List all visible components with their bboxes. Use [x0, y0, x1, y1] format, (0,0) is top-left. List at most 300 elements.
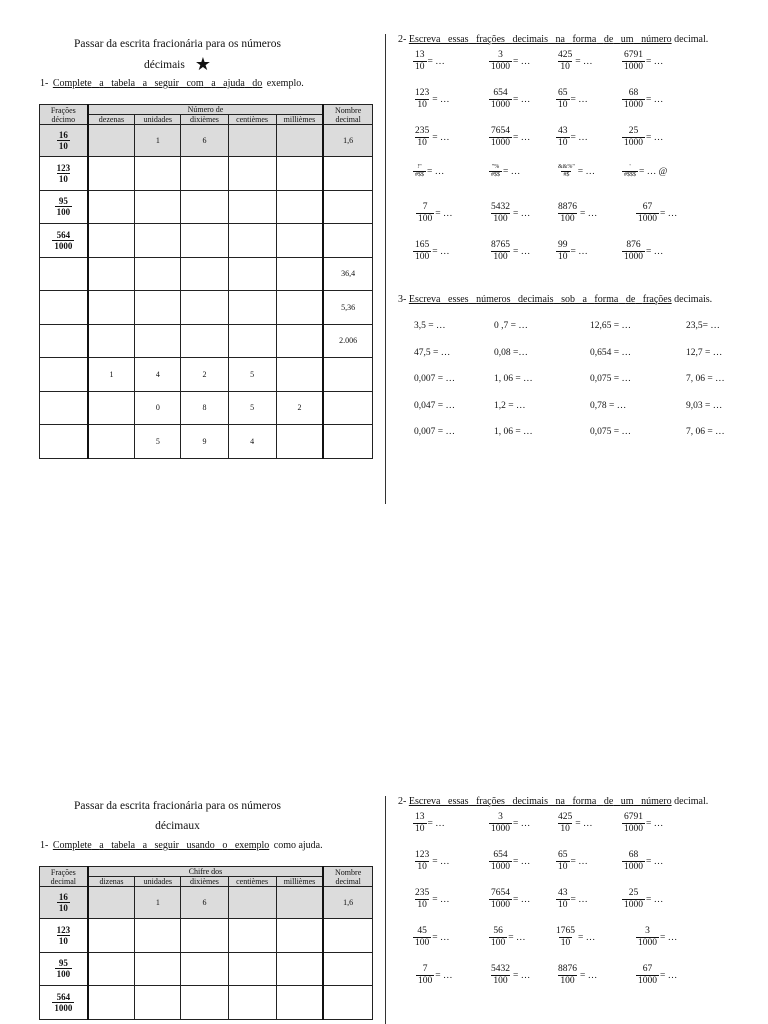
fraction-cell	[40, 425, 88, 459]
decimal-exercise: 47,5 = …	[414, 347, 451, 358]
fraction-exercise	[413, 50, 445, 73]
answer-blank: = …	[503, 166, 521, 177]
digit-cell	[276, 190, 323, 224]
numerator: 67	[642, 202, 653, 212]
denominator: 10	[58, 903, 68, 913]
header-group: Chifre dos	[88, 867, 324, 877]
decimal-exercise: 23,5= …	[686, 321, 720, 331]
fraction-exercise	[622, 126, 663, 149]
numerator: 8765	[491, 240, 510, 250]
fraction	[556, 202, 579, 225]
fraction	[622, 240, 645, 263]
digit-cell: 1	[135, 887, 181, 919]
digit-cell	[88, 919, 135, 953]
denominator: 1000	[624, 100, 643, 110]
instruction-3	[398, 294, 712, 305]
digit-cell	[181, 324, 228, 358]
fraction	[55, 163, 73, 184]
header-col: unidades	[135, 877, 181, 887]
denominator: 100	[418, 976, 433, 986]
answer-blank: = …	[570, 246, 588, 257]
answer-blank: = …	[432, 94, 450, 105]
instruction-1	[40, 78, 304, 89]
fraction-exercise	[556, 202, 597, 225]
fraction	[554, 926, 577, 949]
fraction	[622, 88, 645, 111]
denominator: 10	[558, 900, 568, 910]
fraction-exercise	[489, 926, 525, 949]
digit-cell: 2	[276, 391, 323, 425]
digit-cell	[135, 919, 181, 953]
header-decimal	[323, 105, 372, 125]
numerator: 425	[558, 50, 573, 60]
answer-blank: = …	[513, 246, 531, 257]
denominator: 1000	[491, 862, 510, 872]
digit-cell	[228, 952, 276, 986]
fraction-exercise	[556, 812, 592, 835]
digit-cell	[276, 324, 323, 358]
digit-cell	[88, 291, 135, 325]
fraction-exercise	[556, 50, 592, 73]
numerator: 16	[58, 130, 68, 140]
numerator: 7	[422, 964, 428, 974]
decimal-exercise: 12,7 = …	[686, 347, 723, 358]
decimal-cell: 5,36	[323, 291, 372, 325]
digit-cell: 1	[88, 358, 135, 392]
decimal-exercise: 1, 06 = …	[494, 374, 533, 384]
table-row	[40, 257, 373, 291]
numerator: 68	[628, 850, 639, 860]
header-decimal	[323, 867, 372, 887]
denominator: 1000	[624, 824, 643, 834]
fraction	[636, 926, 659, 949]
digit-cell	[228, 291, 276, 325]
fraction-exercise	[489, 850, 530, 873]
denominator: 10	[558, 252, 568, 262]
fraction-exercise	[622, 812, 663, 835]
word: com	[186, 78, 204, 89]
digit-cell	[228, 919, 276, 953]
digit-cell: 6	[181, 887, 228, 919]
numerator: 1765	[556, 926, 575, 936]
numerator: 6791	[624, 50, 643, 60]
digit-cell	[181, 190, 228, 224]
decimal-cell	[323, 391, 372, 425]
digit-cell	[88, 125, 135, 157]
answer-blank: = …	[432, 932, 450, 943]
numerator: 123	[56, 924, 71, 935]
numerator: 13	[415, 812, 425, 822]
word: a	[211, 78, 216, 89]
fraction-cell	[40, 986, 88, 1020]
digit-cell	[228, 887, 276, 919]
fraction-exercise	[413, 126, 449, 149]
numerator: "%	[491, 164, 500, 170]
worksheet-title: Passar da escrita fracionária para os números	[74, 800, 281, 812]
fraction-exercise	[556, 850, 588, 873]
decimal-cell	[323, 986, 372, 1020]
decimal-cell	[323, 224, 372, 258]
digit-cell	[88, 425, 135, 459]
table-row	[40, 291, 373, 325]
fraction-exercise	[622, 888, 663, 911]
decimal-exercise: 0,654 = …	[590, 347, 631, 358]
denominator: 1000	[491, 138, 510, 148]
answer-blank: = …	[513, 818, 531, 829]
header-line: décimo	[51, 114, 76, 124]
header-fractions	[40, 867, 88, 887]
fraction-exercise	[489, 50, 530, 73]
fraction-cell	[40, 125, 88, 157]
worksheet-subtitle	[40, 816, 315, 836]
header-col: dizenas	[88, 877, 135, 887]
fraction	[489, 164, 502, 179]
fraction-exercise	[556, 88, 588, 111]
header-line: decimal	[50, 876, 76, 886]
fraction-exercise	[556, 240, 588, 263]
numerator: 8876	[558, 964, 577, 974]
denominator: 100	[560, 214, 575, 224]
header-col: dezenas	[88, 115, 135, 125]
digit-cell	[276, 887, 323, 919]
numerator: 65	[558, 850, 568, 860]
denominator: 10	[58, 935, 68, 946]
instruction-tail: decimal.	[674, 796, 709, 807]
denominator: 10	[560, 938, 571, 948]
fraction-cell	[40, 919, 88, 953]
digit-cell: 1	[135, 125, 181, 157]
digit-cell	[276, 986, 323, 1020]
word: de	[603, 796, 614, 807]
denominator: 10	[417, 100, 427, 110]
word: a	[142, 78, 148, 89]
fraction-cell	[40, 224, 88, 258]
denominator: 100	[493, 214, 508, 224]
digit-cell	[228, 125, 276, 157]
answer-blank: = …	[646, 894, 664, 905]
fraction	[489, 812, 512, 835]
decimal-exercise: 0,78 = …	[590, 400, 627, 411]
fraction-exercise	[413, 164, 444, 179]
decimal-cell	[323, 952, 372, 986]
denominator: 10	[415, 62, 425, 72]
fraction-cell	[40, 324, 88, 358]
denominator: 1000	[638, 938, 657, 948]
place-value-table	[39, 104, 373, 459]
digit-cell	[181, 257, 228, 291]
digit-cell	[276, 157, 323, 191]
fraction	[57, 130, 70, 151]
numerator: 7	[422, 202, 428, 212]
fraction-cell	[40, 190, 88, 224]
header-line: decimal	[335, 876, 361, 886]
numerator: 564	[56, 991, 71, 1002]
denominator: 100	[491, 938, 506, 948]
answer-blank: = …	[660, 208, 678, 219]
denominator: 100	[418, 214, 433, 224]
numerator: 25	[628, 126, 639, 136]
instruction-underlined	[409, 294, 672, 305]
digit-cell	[88, 986, 135, 1020]
fraction-exercise	[413, 850, 449, 873]
word: decimais	[518, 294, 554, 305]
fraction-exercise	[636, 202, 677, 225]
numerator: 654	[493, 88, 508, 98]
numerator: 5432	[491, 964, 510, 974]
fraction	[413, 888, 431, 911]
fraction-cell	[40, 291, 88, 325]
denominator: 1000	[491, 824, 510, 834]
denominator: 100	[560, 976, 575, 986]
table-row	[40, 952, 373, 986]
word: a	[99, 78, 104, 89]
fraction	[413, 88, 431, 111]
decimal-cell	[323, 157, 372, 191]
numerator: 7654	[491, 888, 510, 898]
fraction-exercise	[489, 812, 530, 835]
digit-cell: 4	[135, 358, 181, 392]
numerator: 7654	[491, 126, 510, 136]
denominator: 10	[558, 862, 568, 872]
denominator: 1000	[624, 138, 643, 148]
denominator: 10	[560, 824, 570, 834]
digit-cell	[88, 224, 135, 258]
decimal-exercise: 0 ,7 = …	[494, 321, 528, 331]
table-row	[40, 986, 373, 1020]
numerator: 8876	[558, 202, 577, 212]
fraction-exercise	[622, 240, 663, 263]
digit-cell	[88, 157, 135, 191]
numerator: 6791	[624, 812, 643, 822]
instruction-number: 1-	[40, 840, 49, 851]
denominator: 1000	[624, 900, 643, 910]
fraction	[556, 964, 579, 987]
instruction-number: 1-	[40, 78, 49, 89]
table-row	[40, 324, 373, 358]
numerator: 45	[417, 926, 427, 936]
fraction	[413, 164, 426, 179]
decimal-exercise: 0,047 = …	[414, 400, 455, 411]
answer-blank: = …	[580, 970, 598, 981]
digit-cell	[181, 291, 228, 325]
instruction-underlined	[53, 78, 262, 89]
table-row	[40, 157, 373, 191]
numerator: 654	[493, 850, 508, 860]
instruction-tail: exemplo.	[266, 78, 304, 89]
fraction-exercise	[413, 88, 449, 111]
digit-cell	[135, 257, 181, 291]
word: número	[641, 34, 672, 45]
denominator: #$$	[491, 172, 500, 178]
fraction	[622, 126, 645, 149]
fraction-exercise	[489, 888, 530, 911]
fraction-exercise	[622, 50, 663, 73]
decimal-exercise: 0,007 = …	[414, 427, 455, 437]
fraction	[556, 164, 577, 179]
answer-blank: = …	[646, 818, 664, 829]
answer-blank: = …	[577, 166, 596, 177]
numerator: 123	[415, 88, 430, 98]
numerator: &&%"	[558, 164, 575, 170]
header-fractions	[40, 105, 88, 125]
digit-cell: 6	[181, 125, 228, 157]
star-icon: ★	[194, 54, 211, 74]
fraction	[622, 164, 638, 179]
word: um	[620, 34, 634, 45]
header-col: millièmes	[276, 877, 323, 887]
fraction	[413, 850, 431, 873]
place-value-table	[39, 866, 373, 1020]
fraction	[556, 850, 570, 873]
fraction	[556, 50, 574, 73]
denominator: 100	[493, 252, 508, 262]
digit-cell	[135, 190, 181, 224]
digit-cell	[88, 887, 135, 919]
answer-blank: = …	[570, 856, 588, 867]
denominator: 10	[558, 100, 568, 110]
digit-cell: 5	[228, 358, 276, 392]
word: exemplo	[234, 840, 270, 851]
fraction	[556, 812, 574, 835]
digit-cell	[276, 224, 323, 258]
fraction-exercise	[489, 202, 530, 225]
numerator: 564	[56, 229, 71, 240]
fraction-exercise	[413, 888, 449, 911]
word: forma	[572, 796, 597, 807]
worksheet-subtitle	[40, 54, 315, 75]
fraction	[489, 926, 507, 949]
decimal-cell: 2.006	[323, 324, 372, 358]
word: Escreva	[408, 34, 441, 45]
header-col: millièmes	[276, 115, 323, 125]
fraction-exercise	[622, 88, 663, 111]
fraction-cell	[40, 887, 88, 919]
word: ajuda	[223, 78, 245, 89]
fraction	[556, 88, 570, 111]
fraction	[489, 850, 512, 873]
word: a	[99, 840, 104, 851]
word: decimais	[512, 34, 548, 45]
answer-blank: = …	[646, 132, 664, 143]
digit-cell	[228, 986, 276, 1020]
worksheet-page-2	[0, 790, 768, 1024]
fraction-exercise	[636, 964, 677, 987]
instruction-number: 2-	[398, 796, 407, 807]
answer-blank: = …	[432, 246, 450, 257]
decimal-cell: 1,6	[323, 125, 372, 157]
answer-blank: = …	[513, 970, 531, 981]
digit-cell: 5	[135, 425, 181, 459]
word: frações	[476, 796, 505, 807]
instruction-underlined	[409, 34, 672, 45]
digit-cell	[181, 952, 228, 986]
word: frações	[642, 294, 672, 305]
word: Escreva	[408, 294, 441, 305]
denominator: 10	[58, 141, 68, 151]
fraction-cell	[40, 257, 88, 291]
denominator: 100	[415, 252, 430, 262]
fraction	[622, 888, 645, 911]
numerator: 99	[558, 240, 568, 250]
digit-cell	[276, 358, 323, 392]
answer-blank: = …	[427, 56, 445, 67]
answer-blank: = …	[427, 818, 445, 829]
denominator: 1000	[624, 62, 643, 72]
fraction	[55, 925, 73, 946]
denominator: 1000	[638, 214, 657, 224]
numerator: '	[629, 164, 631, 170]
header-group: Número de	[88, 105, 324, 115]
numerator: !"	[417, 164, 422, 170]
header-line: Frações	[50, 105, 76, 115]
header-line: Nombre	[335, 105, 362, 115]
decimal-exercise: 1,2 = …	[494, 400, 526, 411]
word: sob	[561, 294, 575, 305]
word: tabela	[111, 78, 136, 89]
digit-cell	[181, 157, 228, 191]
fraction-exercise	[622, 164, 667, 179]
fraction	[413, 812, 427, 835]
fraction-exercise	[636, 926, 677, 949]
denominator: 10	[417, 862, 427, 872]
fraction	[413, 126, 431, 149]
header-col: dixièmes	[181, 877, 228, 887]
answer-blank: = …	[570, 94, 588, 105]
digit-cell	[135, 157, 181, 191]
digit-cell	[181, 986, 228, 1020]
digit-cell	[88, 257, 135, 291]
denominator: #$$	[415, 172, 424, 178]
numerator: 123	[415, 850, 430, 860]
answer-blank: = …	[646, 856, 664, 867]
fraction	[489, 88, 512, 111]
word: usando	[186, 840, 215, 851]
digit-cell: 5	[228, 391, 276, 425]
word: tabela	[111, 840, 136, 851]
numerator: 123	[56, 162, 71, 173]
fraction	[622, 850, 645, 873]
numerator: 235	[415, 126, 430, 136]
fraction-exercise	[489, 240, 530, 263]
answer-blank: = …	[575, 56, 593, 67]
word: essas	[448, 34, 469, 45]
word: número	[641, 796, 672, 807]
table-row	[40, 887, 373, 919]
fraction-exercise	[416, 964, 452, 987]
denominator: 10	[58, 173, 68, 184]
word: a	[582, 294, 587, 305]
fraction-exercise	[554, 926, 595, 949]
decimal-exercise: 0,075 = …	[590, 427, 631, 437]
numerator: 3	[645, 926, 650, 936]
instruction-1	[40, 840, 323, 851]
decimal-exercise: 1, 06 = …	[494, 427, 533, 437]
digit-cell	[88, 391, 135, 425]
word: frações	[476, 34, 505, 45]
denominator: 1000	[54, 1002, 73, 1013]
vertical-divider	[385, 34, 386, 504]
table-row	[40, 919, 373, 953]
denominator: 100	[493, 976, 508, 986]
numerator: 95	[58, 958, 68, 969]
instruction-underlined	[53, 840, 269, 851]
fraction-exercise	[556, 126, 588, 149]
answer-blank: = …	[580, 208, 598, 219]
header-line: Frações	[50, 867, 76, 877]
fraction	[416, 202, 434, 225]
denominator: 100	[56, 207, 71, 218]
instruction-number: 2-	[398, 34, 407, 45]
